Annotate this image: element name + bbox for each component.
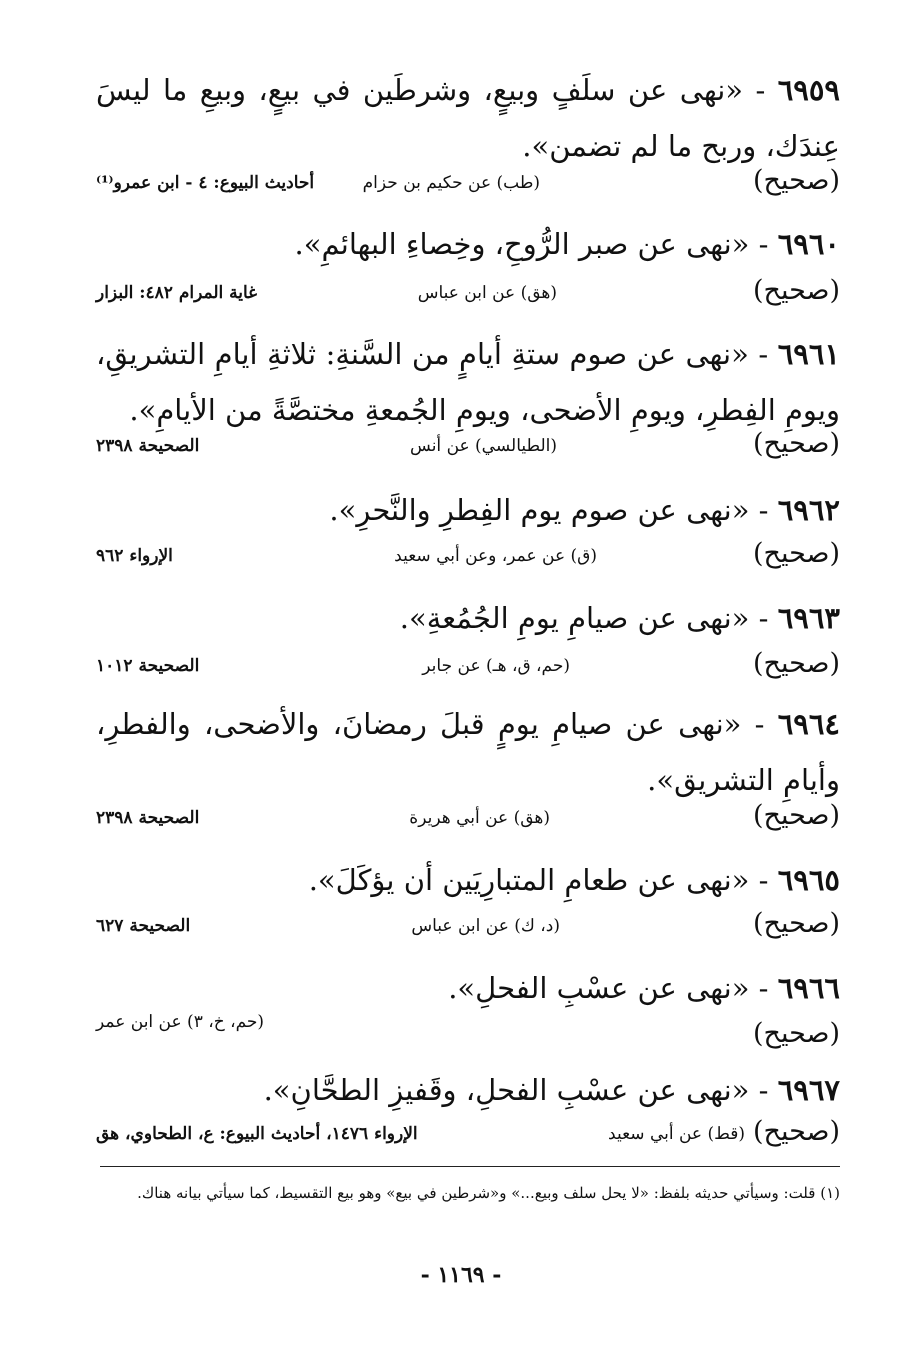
hadith-number: ٦٩٦٥: [777, 863, 840, 897]
source-line: [96, 538, 840, 578]
grade-label: (صحيح): [753, 165, 840, 196]
footnote: (١) قلت: وسيأتي حديثه بلفظ: «لا يحل سلف وبيع...» و«شرطين في بيع» وهو بيع التقسيط، كما سيأتي بيانه هناك.: [137, 1184, 840, 1202]
hadith-text: «نهى عن عسْبِ الفحلِ، وقَفيزِ الطحَّانِ».: [263, 1073, 750, 1107]
hadith-entry: ٦٩٦٥ - «نهى عن طعامِ المتبارِيَين أن يؤكَلَ».: [308, 863, 840, 897]
hadith-text: «نهى عن طعامِ المتبارِيَين أن يؤكَلَ».: [308, 863, 750, 897]
book-reference: أحاديث البيوع: ٤ - ابن عمرو⁽¹⁾: [96, 173, 315, 193]
grade-label: (صحيح): [753, 908, 840, 939]
hadith-number: ٦٩٥٩: [777, 73, 840, 107]
hadith-number: ٦٩٦٧: [777, 1073, 840, 1107]
hadith-text: «نهى عن صيامِ يومٍ قبلَ رمضانَ، والأضحى، والفطرِ، وأيامِ التشريق».: [96, 707, 840, 797]
source-line: [96, 1116, 840, 1156]
grade-label: (صحيح): [753, 800, 840, 831]
source-citation: (حم، خ، ٣) عن ابن عمر: [96, 1012, 265, 1032]
hadith-number: ٦٩٦٣: [777, 601, 840, 635]
hadith-entry: ٦٩٦٢ - «نهى عن صوم يوم الفِطرِ والنَّحرِ».: [329, 493, 840, 527]
source-citation: (حم، ق، هـ) عن جابر: [422, 656, 570, 676]
grade-label: (صحيح): [753, 428, 840, 459]
book-reference: الإرواء ١٤٧٦، أحاديث البيوع: ع، الطحاوي، هق: [96, 1124, 418, 1144]
source-citation: (ق) عن عمر، وعن أبي سعيد: [394, 546, 597, 566]
source-line: [96, 275, 840, 315]
source-line: [96, 800, 840, 840]
hadith-number: ٦٩٦١: [777, 337, 840, 371]
hadith-entry: ٦٩٦٤ - «نهى عن صيامِ يومٍ قبلَ رمضانَ، والأضحى، والفطرِ، وأيامِ التشريق».: [96, 707, 840, 797]
grade-label: (صحيح): [753, 1018, 840, 1049]
page-number: - ١١٦٩ -: [420, 1262, 502, 1288]
hadith-number: ٦٩٦٢: [777, 493, 840, 527]
grade-label: (صحيح): [753, 275, 840, 306]
hadith-text: «نهى عن صوم يوم الفِطرِ والنَّحرِ».: [329, 493, 750, 527]
book-reference: الصحيحة ١٠١٢: [96, 656, 200, 676]
grade-label: (صحيح): [753, 648, 840, 679]
source-citation: (قط) عن أبي سعيد: [608, 1124, 745, 1144]
footnote-divider: [100, 1166, 840, 1167]
hadith-number: ٦٩٦٤: [777, 707, 840, 741]
hadith-number: ٦٩٦٦: [777, 971, 840, 1005]
book-reference: الإرواء ٩٦٢: [96, 546, 173, 566]
book-reference: الصحيحة ٦٢٧: [96, 916, 191, 936]
source-line: [96, 428, 840, 468]
book-reference: غاية المرام ٤٨٢: البزار: [96, 283, 258, 303]
book-reference: الصحيحة ٢٣٩٨: [96, 808, 200, 828]
source-citation: (د، ك) عن ابن عباس: [411, 916, 560, 936]
hadith-text: «نهى عن عسْبِ الفحلِ».: [448, 971, 750, 1005]
hadith-entry: ٦٩٦٣ - «نهى عن صيامِ يومِ الجُمُعةِ».: [399, 601, 840, 635]
source-citation: (هق) عن ابن عباس: [417, 283, 557, 303]
grade-label: (صحيح): [753, 1116, 840, 1147]
hadith-text: «نهى عن سلَفٍ وبيعٍ، وشرطَين في بيعٍ، وبيعِ ما ليسَ عِندَك، وربح ما لم تضمن».: [96, 73, 840, 163]
hadith-entry: ٦٩٦٧ - «نهى عن عسْبِ الفحلِ، وقَفيزِ الطحَّانِ».: [263, 1073, 840, 1107]
book-reference: الصحيحة ٢٣٩٨: [96, 436, 200, 456]
hadith-number: ٦٩٦٠: [777, 227, 840, 261]
hadith-entry: ٦٩٦٠ - «نهى عن صبر الرُّوحِ، وخِصاءِ البهائمِ».: [294, 227, 840, 261]
hadith-entry: ٦٩٥٩ - «نهى عن سلَفٍ وبيعٍ، وشرطَين في بيعٍ، وبيعِ ما ليسَ عِندَك، وربح ما لم تضمن».: [96, 73, 840, 163]
source-line: [96, 1012, 840, 1052]
source-citation: (طب) عن حكيم بن حزام: [362, 173, 540, 193]
hadith-text: «نهى عن صبر الرُّوحِ، وخِصاءِ البهائمِ».: [294, 227, 750, 261]
source-citation: (الطيالسي) عن أنس: [410, 436, 557, 456]
hadith-entry: ٦٩٦١ - «نهى عن صوم ستةِ أيامٍ من السَّنةِ: ثلاثةِ أيامِ التشريقِ، ويومِ الفِطرِ، ويومِ الأضحى، ويومِ الجُمعةِ مختصَّةً من الأيامِ».: [96, 337, 840, 427]
hadith-text: «نهى عن صوم ستةِ أيامٍ من السَّنةِ: ثلاثةِ أيامِ التشريقِ، ويومِ الفِطرِ، ويومِ الأضحى، ويومِ الجُمعةِ مختصَّةً من الأيامِ».: [96, 337, 840, 427]
hadith-text: «نهى عن صيامِ يومِ الجُمُعةِ».: [399, 601, 750, 635]
grade-label: (صحيح): [753, 538, 840, 569]
hadith-entry: ٦٩٦٦ - «نهى عن عسْبِ الفحلِ».: [448, 971, 840, 1005]
source-line: [96, 648, 840, 688]
source-line: [96, 908, 840, 948]
source-line: [96, 165, 840, 205]
source-citation: (هق) عن أبي هريرة: [409, 808, 550, 828]
